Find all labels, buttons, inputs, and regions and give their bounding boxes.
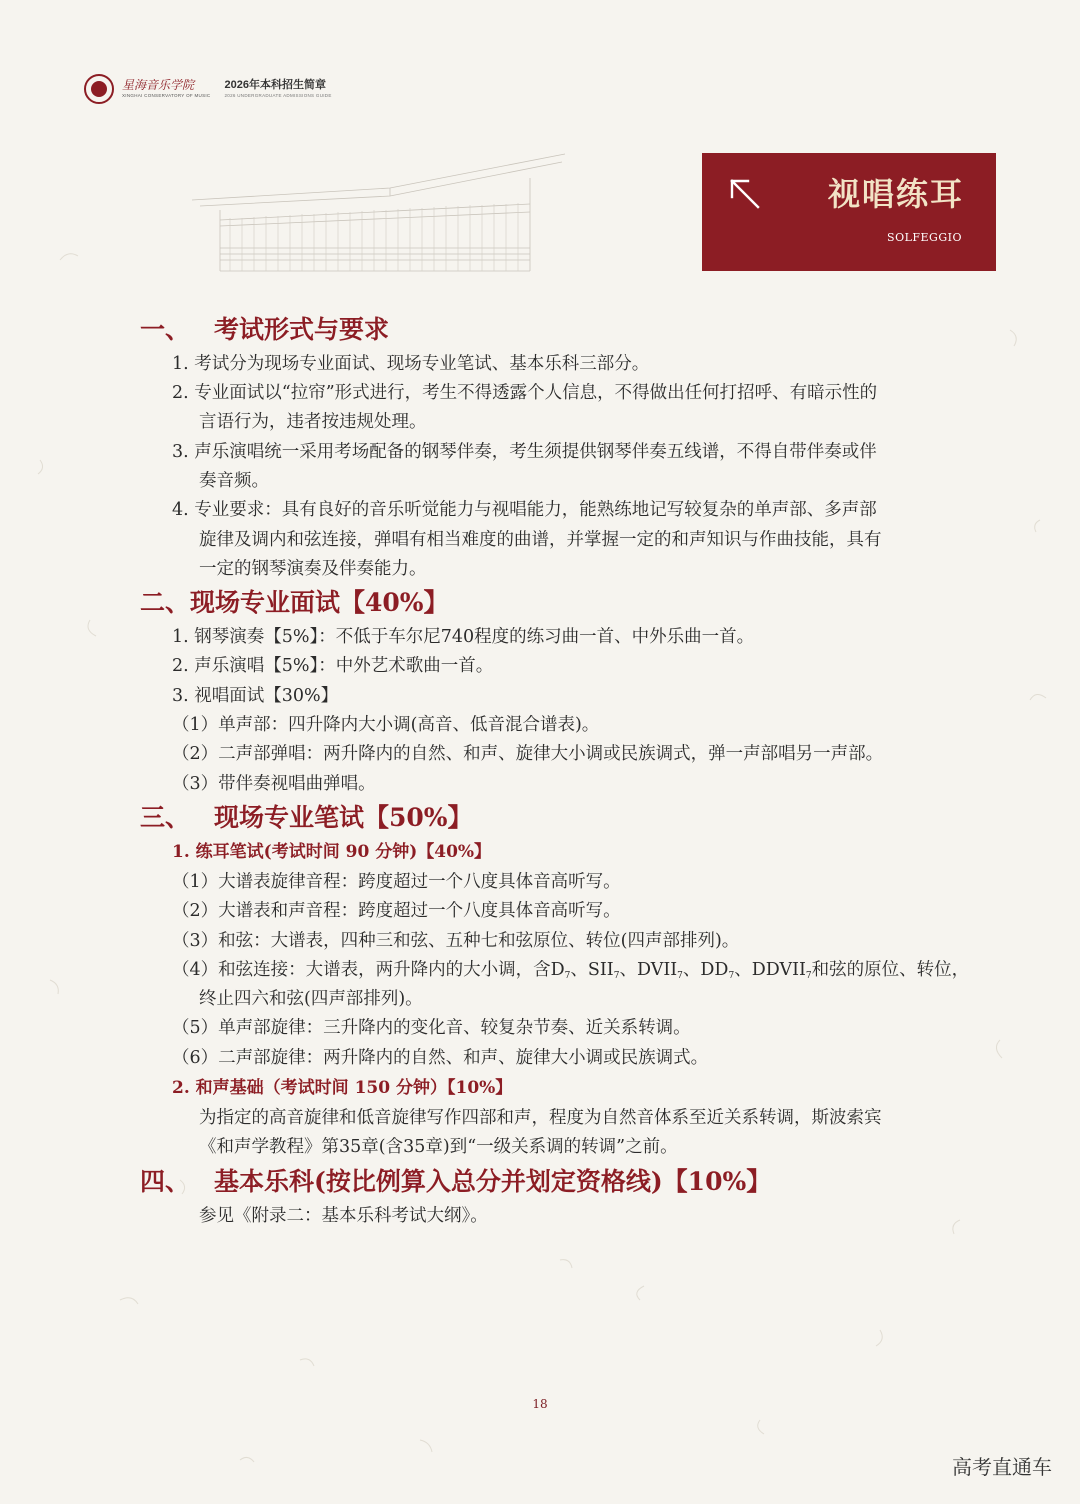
section-title: 考试形式与要求 <box>214 315 390 344</box>
list-item: （2）二声部弹唱：两升降内的自然、和声、旋律大小调或民族调式，弹一声部唱另一声部。 <box>172 744 884 764</box>
title-en: SOLFEGGIO <box>887 231 962 244</box>
list-item: 言语行为，违者按违规处理。 <box>199 412 427 432</box>
list-item: 参见《附录二：基本乐科考试大纲》。 <box>199 1206 488 1226</box>
section-number: 四、 <box>140 1167 191 1196</box>
list-item: 2. 声乐演唱【5%】：中外艺术歌曲一首。 <box>172 656 494 676</box>
guide-title-en: 2026 UNDERGRADUATE ADMISSIONS GUIDE <box>224 93 332 98</box>
section-title: 基本乐科(按比例算入总分并划定资格线)【10%】 <box>214 1167 772 1196</box>
list-item: （3）和弦：大谱表，四种三和弦、五种七和弦原位、转位(四声部排列)。 <box>172 931 740 951</box>
school-name-cn: 星海音乐学院 <box>122 78 195 92</box>
list-item: （5）单声部旋律：三升降内的变化音、较复杂节奏、近关系转调。 <box>172 1018 691 1038</box>
section-heading <box>140 802 473 834</box>
list-item: （6）二声部旋律：两升降内的自然、和声、旋律大小调或民族调式。 <box>172 1048 709 1068</box>
guide-title <box>224 78 331 100</box>
section-title: 现场专业笔试【50%】 <box>214 803 473 832</box>
list-item: 一定的钢琴演奏及伴奏能力。 <box>199 559 427 579</box>
list-item: （2）大谱表和声音程：跨度超过一个八度具体音高听写。 <box>172 901 621 921</box>
list-item: （1）单声部：四升降内大小调(高音、低音混合谱表)。 <box>172 715 600 735</box>
list-item: 为指定的高音旋律和低音旋律写作四部和声，程度为自然音体系至近关系转调，斯波索宾 <box>199 1108 882 1128</box>
watermark-text: 高考直通车 <box>952 1455 1052 1479</box>
list-item: 3. 视唱面试【30%】 <box>172 686 339 706</box>
page-number: 18 <box>532 1397 548 1411</box>
arrow-up-left-icon <box>728 177 762 211</box>
school-name-en: XINGHAI CONSERVATORY OF MUSIC <box>122 93 211 98</box>
title-cn: 视唱练耳 <box>828 175 965 213</box>
section-number: 三、 <box>140 803 191 832</box>
section-heading <box>140 1166 771 1198</box>
list-item: （3）带伴奏视唱曲弹唱。 <box>172 774 376 794</box>
section-number: 二、 <box>140 588 191 617</box>
list-item: 1. 考试分为现场专业面试、现场专业笔试、基本乐科三部分。 <box>172 354 650 374</box>
section-title: 现场专业面试【40%】 <box>190 588 449 617</box>
list-item-chord: （4）和弦连接：大谱表，两升降内的大小调，含$D_7$、$SII_7$、$DVII_7$、$DD_7$、$DDVII_7$和弦的原位、转位， <box>172 960 970 981</box>
building-sketch <box>190 148 580 273</box>
section-heading <box>140 587 449 619</box>
list-item: 1. 钢琴演奏【5%】：不低于车尔尼740程度的练习曲一首、中外乐曲一首。 <box>172 627 755 647</box>
list-item: 3. 声乐演唱统一采用考场配备的钢琴伴奏，考生须提供钢琴伴奏五线谱，不得自带伴奏或伴 <box>172 442 877 462</box>
list-item: 《和声学教程》第35章(含35章)到“一级关系调的转调”之前。 <box>199 1137 678 1157</box>
list-item: 奏音频。 <box>199 471 269 491</box>
school-name <box>122 78 210 100</box>
list-item: 终止四六和弦(四声部排列)。 <box>199 989 423 1009</box>
section-title-block <box>702 153 996 271</box>
section-heading <box>140 314 389 346</box>
page-header <box>84 72 332 106</box>
list-item: 旋律及调内和弦连接，弹唱有相当难度的曲谱，并掌握一定的和声知识与作曲技能，具有 <box>199 530 882 550</box>
school-logo <box>84 74 114 104</box>
list-item: 4. 专业要求：具有良好的音乐听觉能力与视唱能力，能熟练地记写较复杂的单声部、多声部 <box>172 500 877 520</box>
list-item: （1）大谱表旋律音程：跨度超过一个八度具体音高听写。 <box>172 872 621 892</box>
list-item: 2. 专业面试以“拉帘”形式进行，考生不得透露个人信息，不得做出任何打招呼、有暗示性的 <box>172 383 878 403</box>
guide-title-cn: 2026年本科招生简章 <box>224 79 326 91</box>
subsection-heading: 2. 和声基础（考试时间 150 分钟）【10%】 <box>172 1078 513 1098</box>
subsection-heading: 1. 练耳笔试(考试时间 90 分钟)【40%】 <box>172 842 492 862</box>
section-number: 一、 <box>140 315 191 344</box>
